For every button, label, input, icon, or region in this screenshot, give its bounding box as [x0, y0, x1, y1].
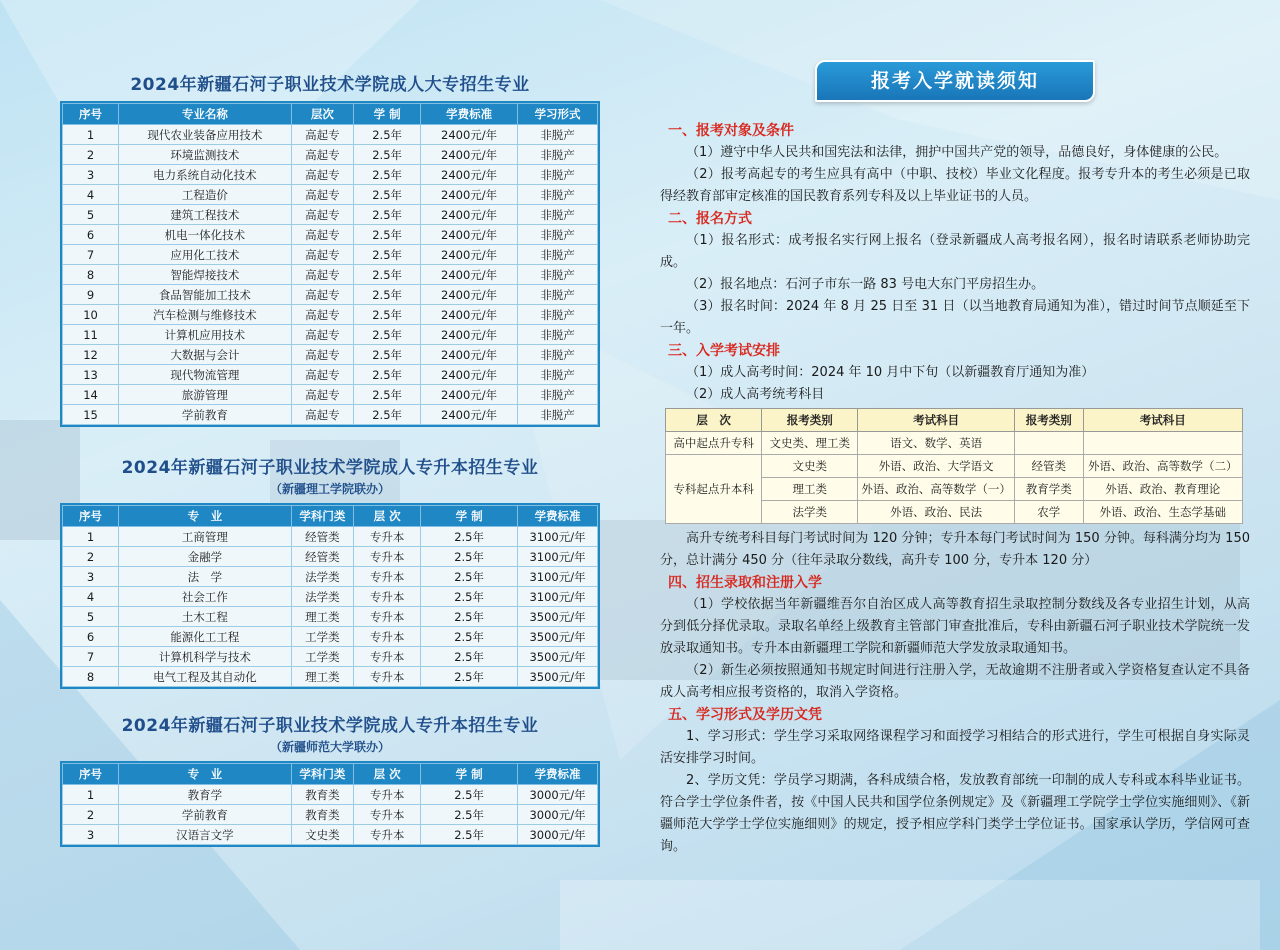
table-cell: 文史类 [291, 825, 354, 845]
table-cell: 非脱产 [518, 365, 598, 385]
table-cell: 经管类 [291, 527, 354, 547]
table-cell: 2.5年 [354, 185, 421, 205]
table-cell: 2.5年 [354, 145, 421, 165]
table-cell: 电力系统自动化技术 [119, 165, 292, 185]
exam-cell: 法学类 [762, 501, 858, 524]
table-cell: 2.5年 [354, 265, 421, 285]
table-row [63, 225, 598, 245]
column-header: 学科门类 [291, 506, 354, 527]
table-cell: 3 [63, 165, 119, 185]
table-cell: 1 [63, 125, 119, 145]
table-row [63, 385, 598, 405]
exam-cell: 外语、政治、生态学基础 [1083, 501, 1242, 524]
column-header: 层次 [291, 104, 354, 125]
upgrade-majors-table-xjit [62, 505, 598, 687]
table-cell: 高起专 [291, 285, 354, 305]
table-cell: 6 [63, 627, 119, 647]
table3-subtitle: （新疆师范大学联办） [269, 740, 390, 754]
table-row [63, 667, 598, 687]
table-cell: 2400元/年 [421, 125, 518, 145]
table2-wrapper [60, 503, 600, 689]
table-cell: 理工类 [291, 667, 354, 687]
table-cell: 5 [63, 607, 119, 627]
table-cell: 教育类 [291, 785, 354, 805]
table-cell: 4 [63, 185, 119, 205]
table-row [63, 627, 598, 647]
table-cell: 专升本 [354, 527, 421, 547]
section5-para2: 2、学历文凭：学员学习期满，各科成绩合格，发放教育部统一印制的成人专科或本科毕业证书。符合学士学位条件者，按《中国人民共和国学位条例规定》及《新疆理工学院学士学位实施细则》、《新疆师范大学学士学位实施细则》的规定，授予相应学科门类学士学位证书。国家承认学历，学信网可查询。 [660, 773, 1250, 854]
table-cell: 8 [63, 265, 119, 285]
column-header: 序号 [63, 764, 119, 785]
table-cell: 3000元/年 [518, 805, 598, 825]
table-cell: 理工类 [291, 607, 354, 627]
table-row [63, 325, 598, 345]
table-cell: 计算机应用技术 [119, 325, 292, 345]
table-row [63, 607, 598, 627]
table1-title: 2024年新疆石河子职业技术学院成人大专招生专业 [130, 75, 530, 95]
table-cell: 专升本 [354, 647, 421, 667]
table-cell: 非脱产 [518, 265, 598, 285]
section5-para1: 1、学习形式：学生学习采取网络课程学习和面授学习相结合的形式进行，学生可根据自身实际灵活安排学习时间。 [660, 729, 1250, 766]
table-cell: 1 [63, 527, 119, 547]
table-cell: 3500元/年 [518, 627, 598, 647]
table-row [63, 165, 598, 185]
table-cell: 教育学 [119, 785, 292, 805]
table-cell: 12 [63, 345, 119, 365]
table-cell: 3000元/年 [518, 825, 598, 845]
column-header: 学费标准 [518, 506, 598, 527]
table-row [63, 527, 598, 547]
table-cell: 专升本 [354, 547, 421, 567]
table-cell: 高起专 [291, 385, 354, 405]
table-cell: 2 [63, 145, 119, 165]
exam-header-subjects: 考试科目 [858, 409, 1015, 432]
exam-cell: 外语、政治、民法 [858, 501, 1015, 524]
table-cell: 2400元/年 [421, 385, 518, 405]
exam-header-level: 层 次 [666, 409, 762, 432]
exam-cell: 外语、政治、教育理论 [1083, 478, 1242, 501]
table-cell: 大数据与会计 [119, 345, 292, 365]
table-cell: 工程造价 [119, 185, 292, 205]
table-row [63, 285, 598, 305]
table-row [63, 245, 598, 265]
section2-para1: （1）报名形式：成考报名实行网上报名（登录新疆成人高考报名网），报名时请联系老师协助完成。 [660, 233, 1250, 270]
table-cell: 高起专 [291, 205, 354, 225]
column-header: 学习形式 [518, 104, 598, 125]
section2-heading: 二、报名方式 [668, 211, 752, 227]
table-cell: 工学类 [291, 627, 354, 647]
table-cell: 2400元/年 [421, 365, 518, 385]
table-cell: 3100元/年 [518, 567, 598, 587]
table-cell: 2400元/年 [421, 325, 518, 345]
table-cell: 2.5年 [354, 165, 421, 185]
exam-cat-gqz: 文史类、理工类 [762, 432, 858, 455]
table-cell: 高起专 [291, 225, 354, 245]
table-header-row [63, 506, 598, 527]
table-row [63, 145, 598, 165]
table-cell: 3100元/年 [518, 527, 598, 547]
table-cell: 3500元/年 [518, 647, 598, 667]
table-cell: 汉语言文学 [119, 825, 292, 845]
table-cell: 2400元/年 [421, 145, 518, 165]
table-cell: 5 [63, 205, 119, 225]
column-header: 层 次 [354, 506, 421, 527]
section3-para1: （1）成人高考时间：2024 年 10 月中下旬（以新疆教育厅通知为准） [686, 365, 1095, 380]
table-cell: 2400元/年 [421, 225, 518, 245]
table-cell: 2.5年 [421, 547, 518, 567]
table-cell: 2.5年 [354, 285, 421, 305]
table-cell: 2400元/年 [421, 185, 518, 205]
column-header: 专 业 [119, 764, 292, 785]
table-cell: 2.5年 [421, 527, 518, 547]
table-cell: 学前教育 [119, 405, 292, 425]
table-cell: 7 [63, 647, 119, 667]
exam-header-subjects-2: 考试科目 [1083, 409, 1242, 432]
table-cell: 非脱产 [518, 385, 598, 405]
table-row [63, 805, 598, 825]
table-cell: 2400元/年 [421, 165, 518, 185]
table3-wrapper [60, 761, 600, 847]
table-cell: 2.5年 [354, 325, 421, 345]
table-cell: 2.5年 [354, 365, 421, 385]
table-cell: 社会工作 [119, 587, 292, 607]
table-cell: 专升本 [354, 805, 421, 825]
table-header-row [63, 764, 598, 785]
exam-empty-cell [1083, 432, 1242, 455]
table-cell: 4 [63, 587, 119, 607]
table3-title: 2024年新疆石河子职业技术学院成人专升本招生专业 [121, 716, 539, 736]
table-cell: 2 [63, 547, 119, 567]
table-cell: 旅游管理 [119, 385, 292, 405]
table-cell: 金融学 [119, 547, 292, 567]
column-header: 学 制 [421, 764, 518, 785]
table-cell: 建筑工程技术 [119, 205, 292, 225]
table-cell: 经管类 [291, 547, 354, 567]
table-cell: 2.5年 [421, 667, 518, 687]
table-cell: 2.5年 [354, 225, 421, 245]
table-cell: 2.5年 [354, 205, 421, 225]
table2-title: 2024年新疆石河子职业技术学院成人专升本招生专业 [121, 458, 539, 478]
table-cell: 食品智能加工技术 [119, 285, 292, 305]
table-cell: 专升本 [354, 785, 421, 805]
table-row [63, 547, 598, 567]
table-cell: 专升本 [354, 607, 421, 627]
table-cell: 教育类 [291, 805, 354, 825]
exam-header-category: 报考类别 [762, 409, 858, 432]
table-cell: 3500元/年 [518, 667, 598, 687]
section3-para3: 高升专统考科目每门考试时间为 120 分钟；专升本每门考试时间为 150 分钟。每科满分均为 150 分，总计满分 450 分（往年录取分数线，高升专 100 分，专升本 120 分） [660, 531, 1250, 568]
table-cell: 2.5年 [354, 345, 421, 365]
table-cell: 3500元/年 [518, 607, 598, 627]
table-row [63, 345, 598, 365]
table-cell: 非脱产 [518, 185, 598, 205]
column-header: 专业名称 [119, 104, 292, 125]
table-row [63, 647, 598, 667]
column-header: 专 业 [119, 506, 292, 527]
table-row [63, 587, 598, 607]
table-cell: 2.5年 [421, 587, 518, 607]
table-cell: 非脱产 [518, 125, 598, 145]
notice-content [640, 120, 1250, 858]
table-cell: 高起专 [291, 345, 354, 365]
exam-cell: 理工类 [762, 478, 858, 501]
table-cell: 10 [63, 305, 119, 325]
table-cell: 学前教育 [119, 805, 292, 825]
exam-cell: 外语、政治、高等数学（一） [858, 478, 1015, 501]
table-cell: 高起专 [291, 245, 354, 265]
table-cell: 非脱产 [518, 405, 598, 425]
table-cell: 2400元/年 [421, 245, 518, 265]
section2-para2: （2）报名地点：石河子市东一路 83 号电大东门平房招生办。 [686, 277, 1045, 292]
table-cell: 2.5年 [421, 785, 518, 805]
table-cell: 专升本 [354, 587, 421, 607]
table-cell: 6 [63, 225, 119, 245]
column-header: 学费标准 [421, 104, 518, 125]
upgrade-majors-table-xjnu [62, 763, 598, 845]
section3-heading: 三、入学考试安排 [668, 343, 780, 359]
table-cell: 9 [63, 285, 119, 305]
table-cell: 现代物流管理 [119, 365, 292, 385]
table-cell: 高起专 [291, 145, 354, 165]
table-row [63, 185, 598, 205]
table-cell: 高起专 [291, 305, 354, 325]
table-cell: 2.5年 [354, 385, 421, 405]
table-cell: 2400元/年 [421, 305, 518, 325]
table-row [63, 567, 598, 587]
section5-heading: 五、学习形式及学历文凭 [668, 707, 822, 723]
table-cell: 非脱产 [518, 145, 598, 165]
table-cell: 2.5年 [354, 405, 421, 425]
table-cell: 14 [63, 385, 119, 405]
table-cell: 环境监测技术 [119, 145, 292, 165]
table-cell: 2.5年 [354, 305, 421, 325]
exam-cell: 外语、政治、高等数学（二） [1083, 455, 1242, 478]
column-header: 学科门类 [291, 764, 354, 785]
table-cell: 2.5年 [421, 567, 518, 587]
right-column [640, 60, 1250, 858]
table-row [63, 825, 598, 845]
table-cell: 非脱产 [518, 165, 598, 185]
table-row [63, 305, 598, 325]
table-cell: 2400元/年 [421, 285, 518, 305]
table-cell: 专升本 [354, 627, 421, 647]
exam-subj-gqz: 语文、数学、英语 [858, 432, 1015, 455]
section3-para2: （2）成人高考统考科目 [686, 387, 825, 402]
table-cell: 高起专 [291, 405, 354, 425]
table-row [666, 455, 1243, 478]
table-cell: 高起专 [291, 325, 354, 345]
section2-para3: （3）报名时间：2024 年 8 月 25 日至 31 日（以当地教育局通知为准），错过时间节点顺延至下一年。 [660, 299, 1250, 336]
table-row [63, 205, 598, 225]
section1-heading: 一、报考对象及条件 [668, 123, 794, 139]
table-cell: 高起专 [291, 185, 354, 205]
table-cell: 2.5年 [421, 607, 518, 627]
table-cell: 应用化工技术 [119, 245, 292, 265]
table-cell: 高起专 [291, 265, 354, 285]
table-cell: 1 [63, 785, 119, 805]
table-header-row [63, 104, 598, 125]
table-row [63, 365, 598, 385]
table-cell: 法 学 [119, 567, 292, 587]
table-cell: 13 [63, 365, 119, 385]
adult-college-majors-table [62, 103, 598, 425]
exam-level-zsb: 专科起点升本科 [666, 455, 762, 524]
table-cell: 非脱产 [518, 285, 598, 305]
table-cell: 专升本 [354, 825, 421, 845]
exam-empty-cell [1014, 432, 1083, 455]
exam-cell: 农学 [1014, 501, 1083, 524]
table-cell: 15 [63, 405, 119, 425]
table-row [63, 265, 598, 285]
table1-wrapper [60, 101, 600, 427]
section4-para2: （2）新生必须按照通知书规定时间进行注册入学，无故逾期不注册者或入学资格复查认定不具备成人高考相应报考资格的，取消入学资格。 [660, 663, 1250, 700]
table-cell: 高起专 [291, 365, 354, 385]
table2-subtitle: （新疆理工学院联办） [269, 482, 390, 496]
table-cell: 法学类 [291, 587, 354, 607]
table-cell: 现代农业装备应用技术 [119, 125, 292, 145]
table-cell: 法学类 [291, 567, 354, 587]
table-cell: 非脱产 [518, 325, 598, 345]
section1-para2: （2）报考高起专的考生应具有高中（中职、技校）毕业文化程度。报考专升本的考生必须是已取得经教育部审定核准的国民教育系列专科及以上毕业证书的人员。 [660, 167, 1250, 204]
table-cell: 工商管理 [119, 527, 292, 547]
table-cell: 3100元/年 [518, 587, 598, 607]
table-cell: 专升本 [354, 567, 421, 587]
column-header: 序号 [63, 104, 119, 125]
table-cell: 2.5年 [421, 627, 518, 647]
table-cell: 土木工程 [119, 607, 292, 627]
exam-subjects-table [665, 408, 1243, 524]
table-cell: 2.5年 [354, 245, 421, 265]
exam-cell: 教育学类 [1014, 478, 1083, 501]
column-header: 层 次 [354, 764, 421, 785]
table-cell: 2400元/年 [421, 405, 518, 425]
table-cell: 智能焊接技术 [119, 265, 292, 285]
table-cell: 计算机科学与技术 [119, 647, 292, 667]
table-cell: 3100元/年 [518, 547, 598, 567]
table-cell: 非脱产 [518, 305, 598, 325]
exam-level-gqz: 高中起点升专科 [666, 432, 762, 455]
table-cell: 机电一体化技术 [119, 225, 292, 245]
table-cell: 7 [63, 245, 119, 265]
column-header: 学费标准 [518, 764, 598, 785]
table-row [63, 785, 598, 805]
table-cell: 非脱产 [518, 245, 598, 265]
left-column [60, 70, 600, 847]
column-header: 学 制 [421, 506, 518, 527]
table-cell: 2400元/年 [421, 345, 518, 365]
table-cell: 8 [63, 667, 119, 687]
exam-cell: 文史类 [762, 455, 858, 478]
table-cell: 非脱产 [518, 225, 598, 245]
column-header: 序号 [63, 506, 119, 527]
exam-header-category-2: 报考类别 [1014, 409, 1083, 432]
table-cell: 工学类 [291, 647, 354, 667]
table-cell: 非脱产 [518, 345, 598, 365]
table-cell: 2.5年 [421, 647, 518, 667]
table-cell: 2.5年 [421, 825, 518, 845]
table-cell: 11 [63, 325, 119, 345]
table-row [666, 432, 1243, 455]
table-cell: 2.5年 [354, 125, 421, 145]
exam-cell: 外语、政治、大学语文 [858, 455, 1015, 478]
table-cell: 3 [63, 567, 119, 587]
column-header: 学 制 [354, 104, 421, 125]
notice-banner: 报考入学就读须知 [815, 60, 1095, 102]
table-cell: 高起专 [291, 165, 354, 185]
table-row [63, 125, 598, 145]
table-cell: 非脱产 [518, 205, 598, 225]
table-cell: 电气工程及其自动化 [119, 667, 292, 687]
table-cell: 能源化工工程 [119, 627, 292, 647]
table-cell: 3000元/年 [518, 785, 598, 805]
table-cell: 2 [63, 805, 119, 825]
table-cell: 3 [63, 825, 119, 845]
table-cell: 2400元/年 [421, 205, 518, 225]
table-cell: 2400元/年 [421, 265, 518, 285]
table-cell: 汽车检测与维修技术 [119, 305, 292, 325]
section1-para1: （1）遵守中华人民共和国宪法和法律，拥护中国共产党的领导，品德良好，身体健康的公民。 [686, 145, 1228, 160]
section4-heading: 四、招生录取和注册入学 [668, 575, 822, 591]
exam-cell: 经管类 [1014, 455, 1083, 478]
table-row [63, 405, 598, 425]
table-cell: 2.5年 [421, 805, 518, 825]
table-cell: 高起专 [291, 125, 354, 145]
table-cell: 专升本 [354, 667, 421, 687]
section4-para1: （1）学校依据当年新疆维吾尔自治区成人高等教育招生录取控制分数线及各专业招生计划，从高分到低分择优录取。录取名单经上级教育主管部门审查批准后，专科由新疆石河子职业技术学院统一发放录取通知书。专升本由新疆理工学院和新疆师范大学发放录取通知书。 [660, 597, 1250, 656]
